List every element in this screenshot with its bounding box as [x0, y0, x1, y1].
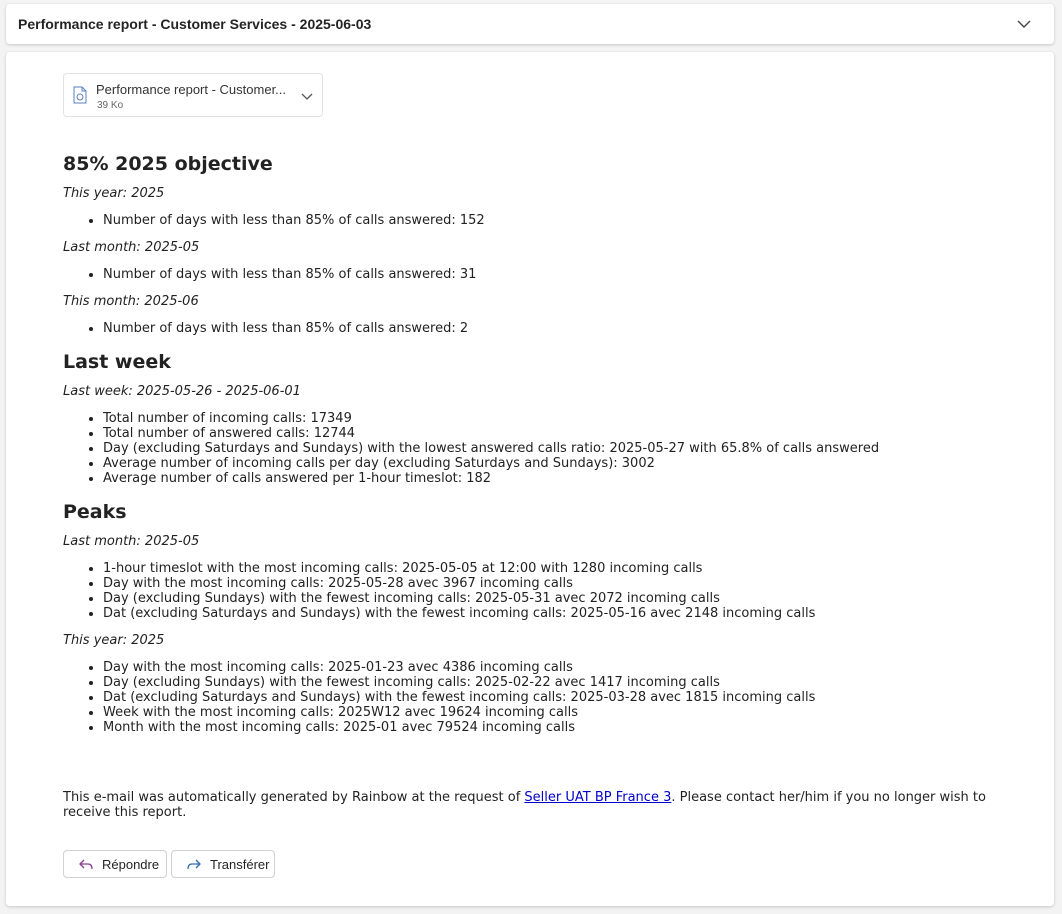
report-content: [63, 152, 1023, 735]
list-item: • Dat (excluding Saturdays and Sundays) with the fewest incoming calls: 2025-03-28 avec 1815 incoming calls: [103, 690, 1023, 705]
peaks-this-year-list: [63, 660, 1023, 735]
objective-last-month-label: Last month: 2025-05: [63, 240, 200, 255]
footer-text-before: This e-mail was automatically generated by Rainbow at the request of: [63, 790, 525, 805]
objective-year-label: This year: 2025: [63, 186, 165, 201]
document-icon: [73, 86, 87, 104]
email-header[interactable]: [6, 4, 1054, 44]
email-body: [6, 52, 1054, 906]
list-item: • Day (excluding Saturdays and Sundays) with the lowest answered calls ratio: 2025-05-27 with 65.8% of calls answered: [103, 441, 1023, 456]
reply-button[interactable]: [63, 850, 167, 878]
objective-this-month-label: This month: 2025-06: [63, 294, 199, 309]
last-week-list: [63, 411, 1023, 486]
peaks-this-year-label: This year: 2025: [63, 633, 165, 648]
forward-button[interactable]: [171, 850, 275, 878]
email-subject: Performance report - Customer Services - 2025-06-03: [18, 16, 372, 32]
attachment-name: Performance report - Customer...: [96, 82, 287, 97]
last-week-heading: Last week: [63, 351, 171, 373]
reply-label: Répondre: [102, 856, 160, 872]
list-item: • Dat (excluding Saturdays and Sundays) with the fewest incoming calls: 2025-05-16 avec 2148 incoming calls: [103, 606, 1023, 621]
list-item: • Day (excluding Sundays) with the fewest incoming calls: 2025-02-22 avec 1417 incoming calls: [103, 675, 1023, 690]
list-item: • Total number of answered calls: 12744: [103, 426, 1023, 441]
peaks-heading: Peaks: [63, 501, 127, 523]
list-item: • Average number of calls answered per 1-hour timeslot: 182: [103, 471, 1023, 486]
list-item: • Total number of incoming calls: 17349: [103, 411, 1023, 426]
objective-heading: 85% 2025 objective: [63, 153, 273, 175]
list-item: • Day with the most incoming calls: 2025-05-28 avec 3967 incoming calls: [103, 576, 1023, 591]
attachment-chevron-down-icon[interactable]: [300, 89, 314, 103]
chevron-down-icon[interactable]: [1016, 16, 1032, 32]
list-item: • Number of days with less than 85% of calls answered: 31: [103, 267, 1023, 282]
list-item: • Day with the most incoming calls: 2025-01-23 avec 4386 incoming calls: [103, 660, 1023, 675]
list-item: • Average number of incoming calls per day (excluding Saturdays and Sundays): 3002: [103, 456, 1023, 471]
forward-label: Transférer: [210, 856, 270, 872]
attachment-size: 39 Ko: [97, 100, 124, 111]
last-week-label: Last week: 2025-05-26 - 2025-06-01: [63, 384, 301, 399]
attachment-card[interactable]: [63, 73, 323, 117]
footer-note: [63, 790, 1023, 820]
peaks-last-month-list: [63, 561, 1023, 621]
footer-text-after: . Please contact her/him if you no longer wish to receive this report.: [63, 790, 986, 820]
list-item: • Month with the most incoming calls: 2025-01 avec 79524 incoming calls: [103, 720, 1023, 735]
forward-icon: [186, 856, 202, 872]
reply-icon: [78, 856, 94, 872]
seller-link[interactable]: Seller UAT BP France 3: [524, 790, 672, 805]
list-item: • Number of days with less than 85% of calls answered: 152: [103, 213, 1023, 228]
list-item: • 1-hour timeslot with the most incoming calls: 2025-05-05 at 12:00 with 1280 incoming calls: [103, 561, 1023, 576]
peaks-last-month-label: Last month: 2025-05: [63, 534, 200, 549]
list-item: • Day (excluding Sundays) with the fewest incoming calls: 2025-05-31 avec 2072 incoming calls: [103, 591, 1023, 606]
list-item: • Number of days with less than 85% of calls answered: 2: [103, 321, 1023, 336]
list-item: • Week with the most incoming calls: 2025W12 avec 19624 incoming calls: [103, 705, 1023, 720]
